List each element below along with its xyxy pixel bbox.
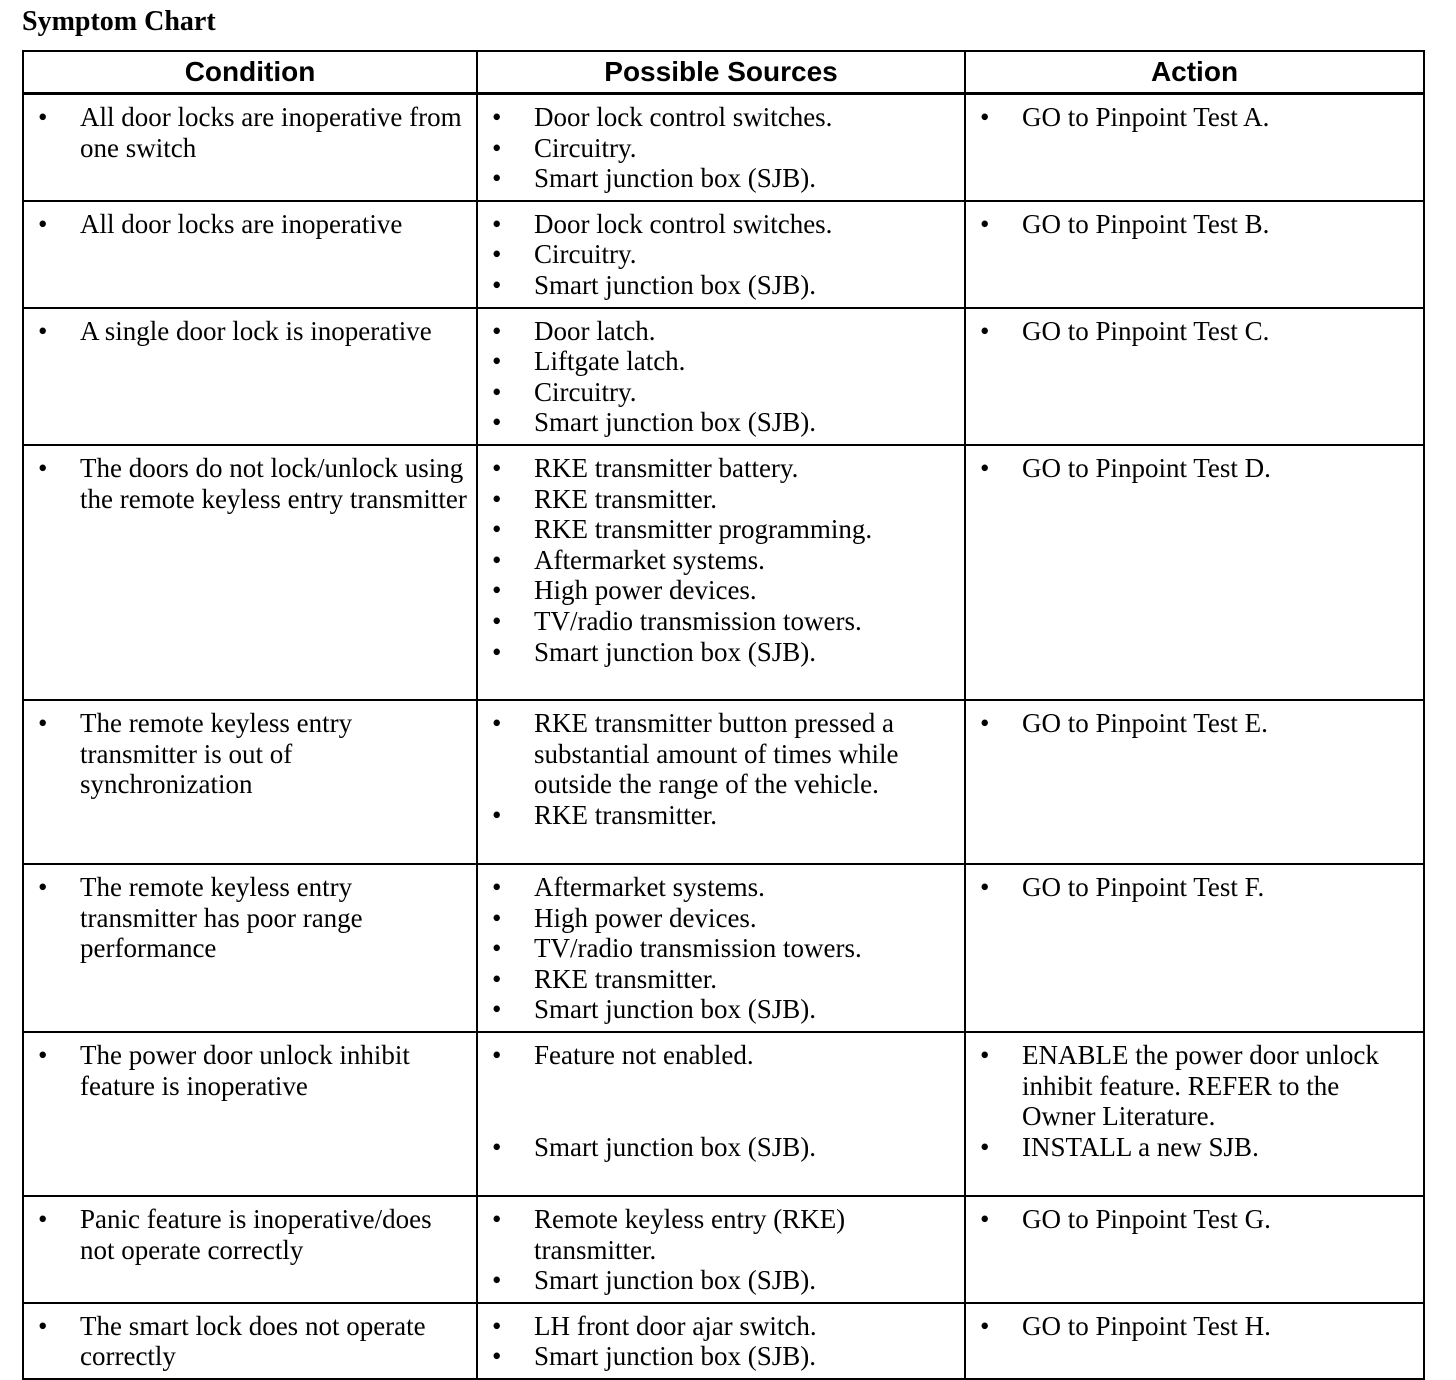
sources-cell — [477, 1196, 965, 1303]
table-row — [23, 1196, 1424, 1303]
header-row — [23, 51, 1424, 94]
table-row — [23, 864, 1424, 1032]
condition-cell — [23, 700, 477, 864]
sources-cell — [477, 1303, 965, 1379]
condition-cell — [23, 308, 477, 445]
action-item: • GO to Pinpoint Test A. — [976, 102, 1417, 133]
action-item: • GO to Pinpoint Test G. — [976, 1204, 1417, 1235]
condition-text: • The remote keyless entry transmitter is out of synchronization — [34, 708, 470, 800]
condition-cell — [23, 94, 477, 201]
action-item: • GO to Pinpoint Test C. — [976, 316, 1417, 347]
source-item: • Door lock control switches. — [488, 102, 958, 133]
condition-text: • All door locks are inoperative — [34, 209, 470, 240]
source-item: • Smart junction box (SJB). — [488, 994, 958, 1025]
action-cell — [965, 201, 1424, 308]
source-item: • LH front door ajar switch. — [488, 1311, 958, 1342]
table-row — [23, 201, 1424, 308]
action-item: • ENABLE the power door unlock inhibit feature. REFER to the Owner Literature. — [976, 1040, 1417, 1132]
action-item: • GO to Pinpoint Test B. — [976, 209, 1417, 240]
source-item: • Circuitry. — [488, 239, 958, 270]
source-item: • Smart junction box (SJB). — [488, 163, 958, 194]
source-item: • Circuitry. — [488, 133, 958, 164]
source-item: • RKE transmitter programming. — [488, 514, 958, 545]
condition-cell — [23, 1032, 477, 1196]
condition-cell — [23, 1196, 477, 1303]
sources-cell — [477, 864, 965, 1032]
action-item: • GO to Pinpoint Test F. — [976, 872, 1417, 903]
action-cell — [965, 700, 1424, 864]
table-row — [23, 94, 1424, 201]
condition-text: • The remote keyless entry transmitter has poor range performance — [34, 872, 470, 964]
condition-text: • All door locks are inoperative from one switch — [34, 102, 470, 163]
condition-cell — [23, 1303, 477, 1379]
source-item: • High power devices. — [488, 575, 958, 606]
action-cell — [965, 1032, 1424, 1196]
sources-cell — [477, 1032, 965, 1196]
page-title: Symptom Chart — [22, 6, 216, 37]
source-item: • Smart junction box (SJB). — [488, 637, 958, 668]
sources-cell — [477, 700, 965, 864]
source-item: • Feature not enabled. — [488, 1040, 958, 1071]
sources-cell — [477, 308, 965, 445]
source-item: • TV/radio transmission towers. — [488, 606, 958, 637]
table-row — [23, 308, 1424, 445]
source-item: • RKE transmitter. — [488, 964, 958, 995]
condition-text: • The power door unlock inhibit feature is inoperative — [34, 1040, 470, 1101]
source-item: • Remote keyless entry (RKE) transmitter. — [488, 1204, 958, 1265]
source-item: • Aftermarket systems. — [488, 545, 958, 576]
source-item: • RKE transmitter button pressed a substantial amount of times while outside the range of the vehicle. — [488, 708, 958, 800]
source-item: • Smart junction box (SJB). — [488, 1132, 958, 1163]
sources-cell — [477, 445, 965, 700]
source-item: • Smart junction box (SJB). — [488, 1265, 958, 1296]
header-condition: Condition — [23, 51, 477, 94]
source-item: • RKE transmitter. — [488, 800, 958, 831]
header-action: Action — [965, 51, 1424, 94]
source-item: • Smart junction box (SJB). — [488, 407, 958, 438]
condition-cell — [23, 445, 477, 700]
source-item: • Door lock control switches. — [488, 209, 958, 240]
action-cell — [965, 1196, 1424, 1303]
source-item: • RKE transmitter. — [488, 484, 958, 515]
source-item: • Circuitry. — [488, 377, 958, 408]
table-row — [23, 445, 1424, 700]
table-row — [23, 1032, 1424, 1196]
condition-text: • The smart lock does not operate correctly — [34, 1311, 470, 1372]
table-row — [23, 1303, 1424, 1379]
header-possible-sources: Possible Sources — [477, 51, 965, 94]
source-item: • TV/radio transmission towers. — [488, 933, 958, 964]
source-item: • Aftermarket systems. — [488, 872, 958, 903]
action-item: • INSTALL a new SJB. — [976, 1132, 1417, 1163]
action-cell — [965, 445, 1424, 700]
action-cell — [965, 94, 1424, 201]
action-item: • GO to Pinpoint Test D. — [976, 453, 1417, 484]
source-item: • High power devices. — [488, 903, 958, 934]
sources-cell — [477, 94, 965, 201]
action-cell — [965, 308, 1424, 445]
sources-cell — [477, 201, 965, 308]
condition-text: • The doors do not lock/unlock using the remote keyless entry transmitter — [34, 453, 470, 514]
action-cell — [965, 1303, 1424, 1379]
condition-cell — [23, 864, 477, 1032]
source-item: • RKE transmitter battery. — [488, 453, 958, 484]
source-item: • Door latch. — [488, 316, 958, 347]
condition-text: • Panic feature is inoperative/does not operate correctly — [34, 1204, 470, 1265]
source-item: • Smart junction box (SJB). — [488, 1341, 958, 1372]
source-item: • Liftgate latch. — [488, 346, 958, 377]
symptom-chart-table — [22, 50, 1425, 1380]
action-item: • GO to Pinpoint Test H. — [976, 1311, 1417, 1342]
condition-text: • A single door lock is inoperative — [34, 316, 470, 347]
condition-cell — [23, 201, 477, 308]
action-cell — [965, 864, 1424, 1032]
action-item: • GO to Pinpoint Test E. — [976, 708, 1417, 739]
source-item: • Smart junction box (SJB). — [488, 270, 958, 301]
table-row — [23, 700, 1424, 864]
